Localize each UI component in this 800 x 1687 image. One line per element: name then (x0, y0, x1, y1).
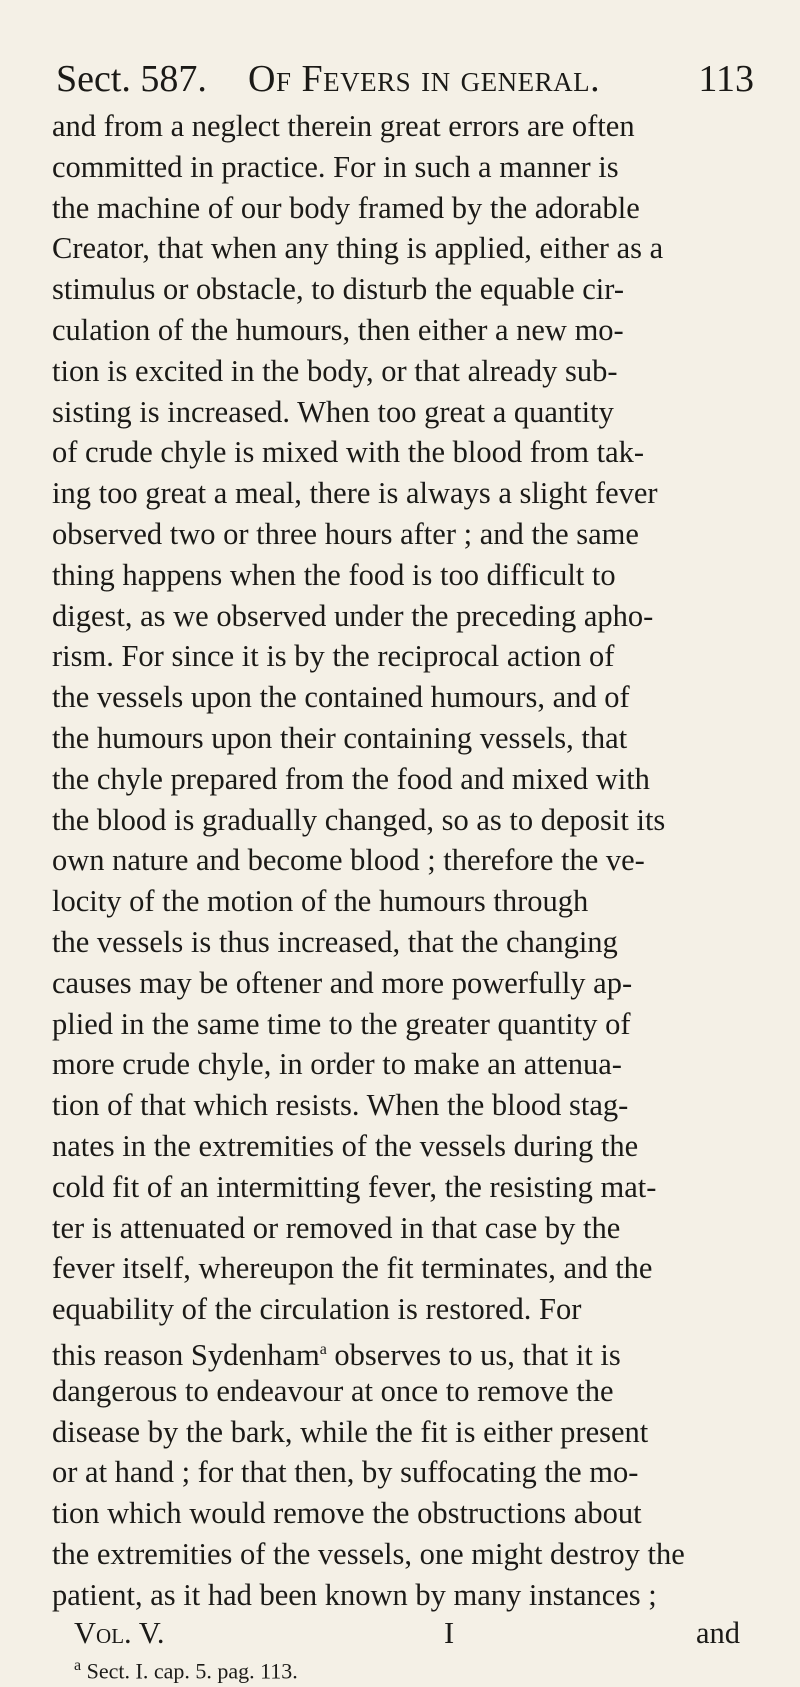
text-line: the extremities of the vessels, one might destroy the (52, 1536, 685, 1571)
text-line: cold fit of an intermitting fever, the resisting mat- (52, 1169, 657, 1204)
text-line: Creator, that when any thing is applied, either as a (52, 231, 664, 266)
page-number: 113 (698, 58, 754, 100)
text-line: equability of the circulation is restored. For (52, 1292, 582, 1327)
text-line: more crude chyle, in order to make an attenua- (52, 1047, 622, 1082)
footnote-text: Sect. I. cap. 5. pag. 113. (81, 1658, 298, 1684)
text-segment: this reason Sydenham (52, 1338, 320, 1373)
text-line: ing too great a meal, there is always a slight fever (52, 476, 658, 511)
text-line: the vessels is thus increased, that the changing (52, 924, 618, 959)
text-line: tion which would remove the obstructions about (52, 1496, 642, 1531)
text-line-with-footnote-ref (52, 1330, 762, 1371)
text-line: tion is excited in the body, or that already sub- (52, 353, 618, 388)
text-line: fever itself, whereupon the fit terminates, and the (52, 1251, 653, 1286)
text-line: patient, as it had been known by many instances ; (52, 1577, 657, 1612)
text-line: the machine of our body framed by the adorable (52, 190, 640, 225)
text-line: digest, as we observed under the preceding apho- (52, 598, 654, 633)
volume-signature: Vol. V. (74, 1616, 165, 1651)
footnote-reference: a (319, 1340, 327, 1358)
signature-mark: I (444, 1616, 455, 1651)
text-line: locity of the motion of the humours through (52, 884, 589, 919)
footnote-mark: a (74, 1657, 82, 1675)
text-line: own nature and become blood ; therefore the ve- (52, 843, 645, 878)
text-line: nates in the extremities of the vessels during the (52, 1128, 639, 1163)
text-line: dangerous to endeavour at once to remove the (52, 1373, 614, 1408)
body-text (52, 106, 762, 1615)
text-line: causes may be oftener and more powerfully ap- (52, 965, 633, 1000)
footnote (74, 1651, 762, 1686)
text-line: stimulus or obstacle, to disturb the equable cir- (52, 272, 624, 307)
text-line: plied in the same time to the greater quantity of (52, 1006, 631, 1041)
text-line: the vessels upon the contained humours, and of (52, 680, 630, 715)
catchword: and (695, 1616, 740, 1651)
text-segment: observes to us, that it is (326, 1338, 621, 1373)
text-line: ter is attenuated or removed in that case by the (52, 1210, 621, 1245)
text-line: the blood is gradually changed, so as to deposit its (52, 802, 666, 837)
chapter-title: Of Fevers in general. (248, 58, 601, 100)
text-line: and from a neglect therein great errors are often (52, 109, 635, 143)
text-line: observed two or three hours after ; and the same (52, 516, 639, 551)
running-head (52, 56, 762, 102)
section-number: Sect. 587. (56, 58, 207, 100)
text-line: rism. For since it is by the reciprocal action of (52, 639, 615, 674)
text-line: of crude chyle is mixed with the blood from tak- (52, 435, 645, 470)
text-line: culation of the humours, then either a new mo- (52, 312, 624, 347)
text-line: the chyle prepared from the food and mixed with (52, 761, 650, 796)
text-line: the humours upon their containing vessels, that (52, 720, 628, 755)
text-line: disease by the bark, while the fit is either present (52, 1414, 649, 1449)
text-line: committed in practice. For in such a manner is (52, 149, 619, 184)
text-line: thing happens when the food is too difficult to (52, 557, 616, 592)
text-line: tion of that which resists. When the blood stag- (52, 1088, 629, 1123)
text-line: sisting is increased. When too great a quantity (52, 394, 614, 429)
text-line: or at hand ; for that then, by suffocating the mo- (52, 1455, 639, 1490)
signature-line (52, 1615, 762, 1651)
